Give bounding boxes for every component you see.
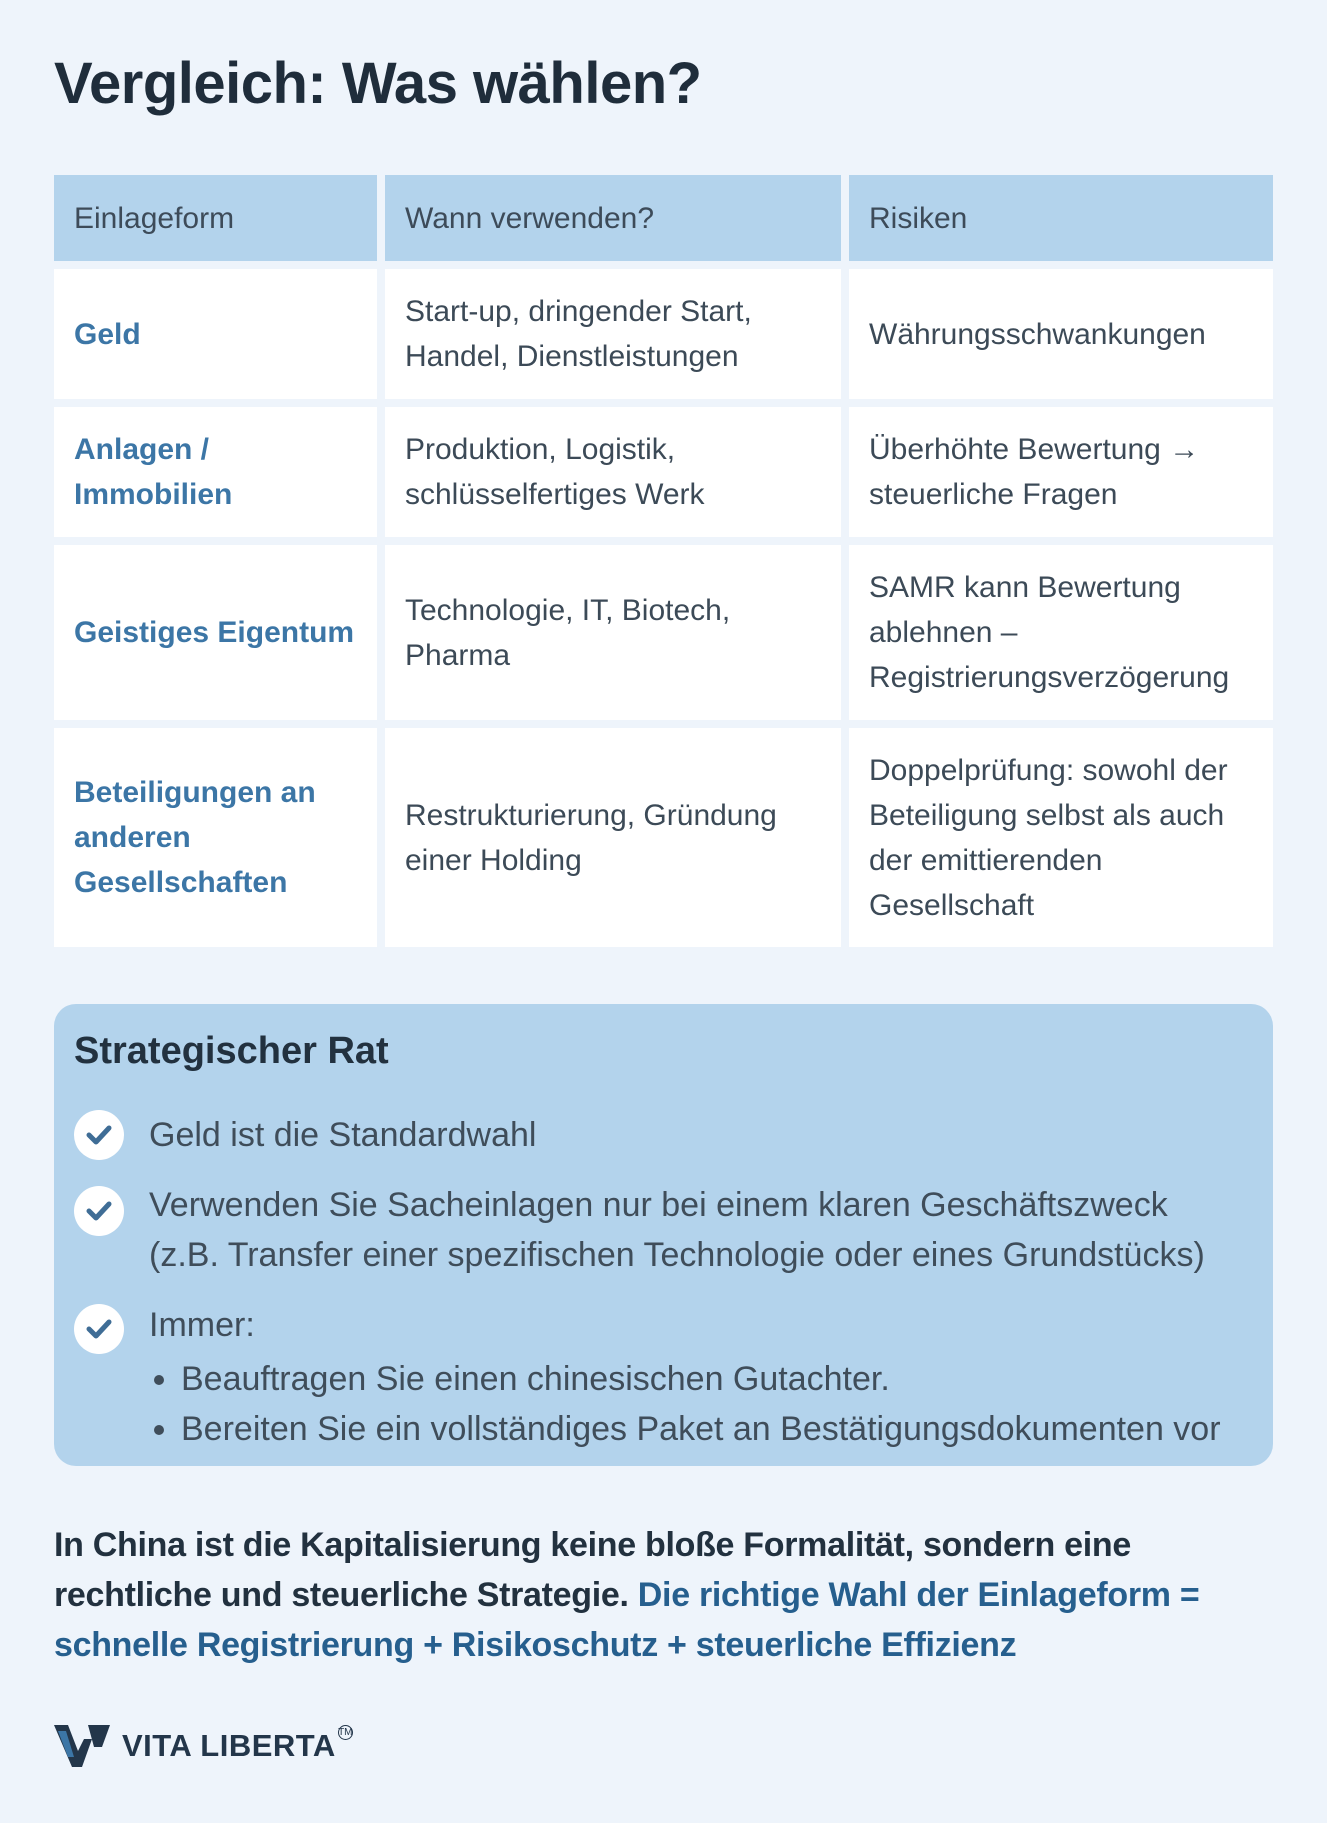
summary-text — [54, 1520, 1273, 1670]
advice-item — [74, 1300, 1243, 1454]
vita-liberta-logo-icon — [54, 1725, 110, 1767]
summary-main: In China ist die Kapitalisierung keine bloße Formalität, sondern eine rechtliche und steuerliche Strategie. — [54, 1526, 1131, 1614]
row-when-anlagen: Produktion, Logistik, schlüsselfertiges Werk — [385, 407, 841, 537]
column-header-when: Wann verwenden? — [385, 175, 841, 261]
advice-sub-list — [149, 1354, 1243, 1454]
row-label-geld: Geld — [54, 269, 377, 399]
summary-highlight: Die richtige Wahl der Einlageform = schnelle Registrierung + Risikoschutz + steuerliche Effizienz — [54, 1576, 1200, 1664]
check-icon — [74, 1110, 124, 1160]
row-label-anlagen: Anlagen / Immobilien — [54, 407, 377, 537]
advice-box — [54, 1004, 1273, 1466]
row-risks-anlagen: Überhöhte Bewertung → steuerliche Fragen — [849, 407, 1273, 537]
advice-sub-item: • Bereiten Sie ein vollständiges Paket an Bestätigungsdokumenten vor — [181, 1404, 1243, 1454]
row-when-eigentum: Technologie, IT, Biotech, Pharma — [385, 545, 841, 720]
row-when-geld: Start-up, dringender Start, Handel, Dienstleistungen — [385, 269, 841, 399]
advice-title: Strategischer Rat — [74, 1030, 389, 1072]
trademark-icon: TM — [338, 1726, 353, 1738]
advice-item-text: Immer: — [149, 1306, 255, 1344]
comparison-table — [54, 175, 1273, 947]
page-title: Vergleich: Was wählen? — [54, 51, 702, 116]
check-icon — [74, 1304, 124, 1354]
advice-item-text: Verwenden Sie Sacheinlagen nur bei einem klaren Geschäftszweck (z.B. Transfer einer spezifischen Technologie oder eines Grundstücks) — [149, 1186, 1205, 1274]
row-risks-geld: Währungsschwankungen — [849, 269, 1273, 399]
advice-item — [74, 1110, 1243, 1160]
logo-wordmark: VITA LIBERTA — [122, 1728, 336, 1763]
column-header-risks: Risiken — [849, 175, 1273, 261]
row-when-beteiligungen: Restrukturierung, Gründung einer Holding — [385, 728, 841, 947]
check-icon — [74, 1186, 124, 1236]
advice-sub-item: • Beauftragen Sie einen chinesischen Gutachter. — [181, 1354, 1243, 1404]
row-label-eigentum: Geistiges Eigentum — [54, 545, 377, 720]
advice-item — [74, 1180, 1243, 1280]
row-label-beteiligungen: Beteiligungen an anderen Gesellschaften — [54, 728, 377, 947]
column-header-form: Einlageform — [54, 175, 377, 261]
row-risks-beteiligungen: Doppelprüfung: sowohl der Beteiligung selbst als auch der emittierenden Gesellschaft — [849, 728, 1273, 947]
advice-item-text: Geld ist die Standardwahl — [149, 1116, 537, 1154]
row-risks-eigentum: SAMR kann Bewertung ablehnen – Registrierungsverzögerung — [849, 545, 1273, 720]
brand-logo — [54, 1725, 353, 1767]
